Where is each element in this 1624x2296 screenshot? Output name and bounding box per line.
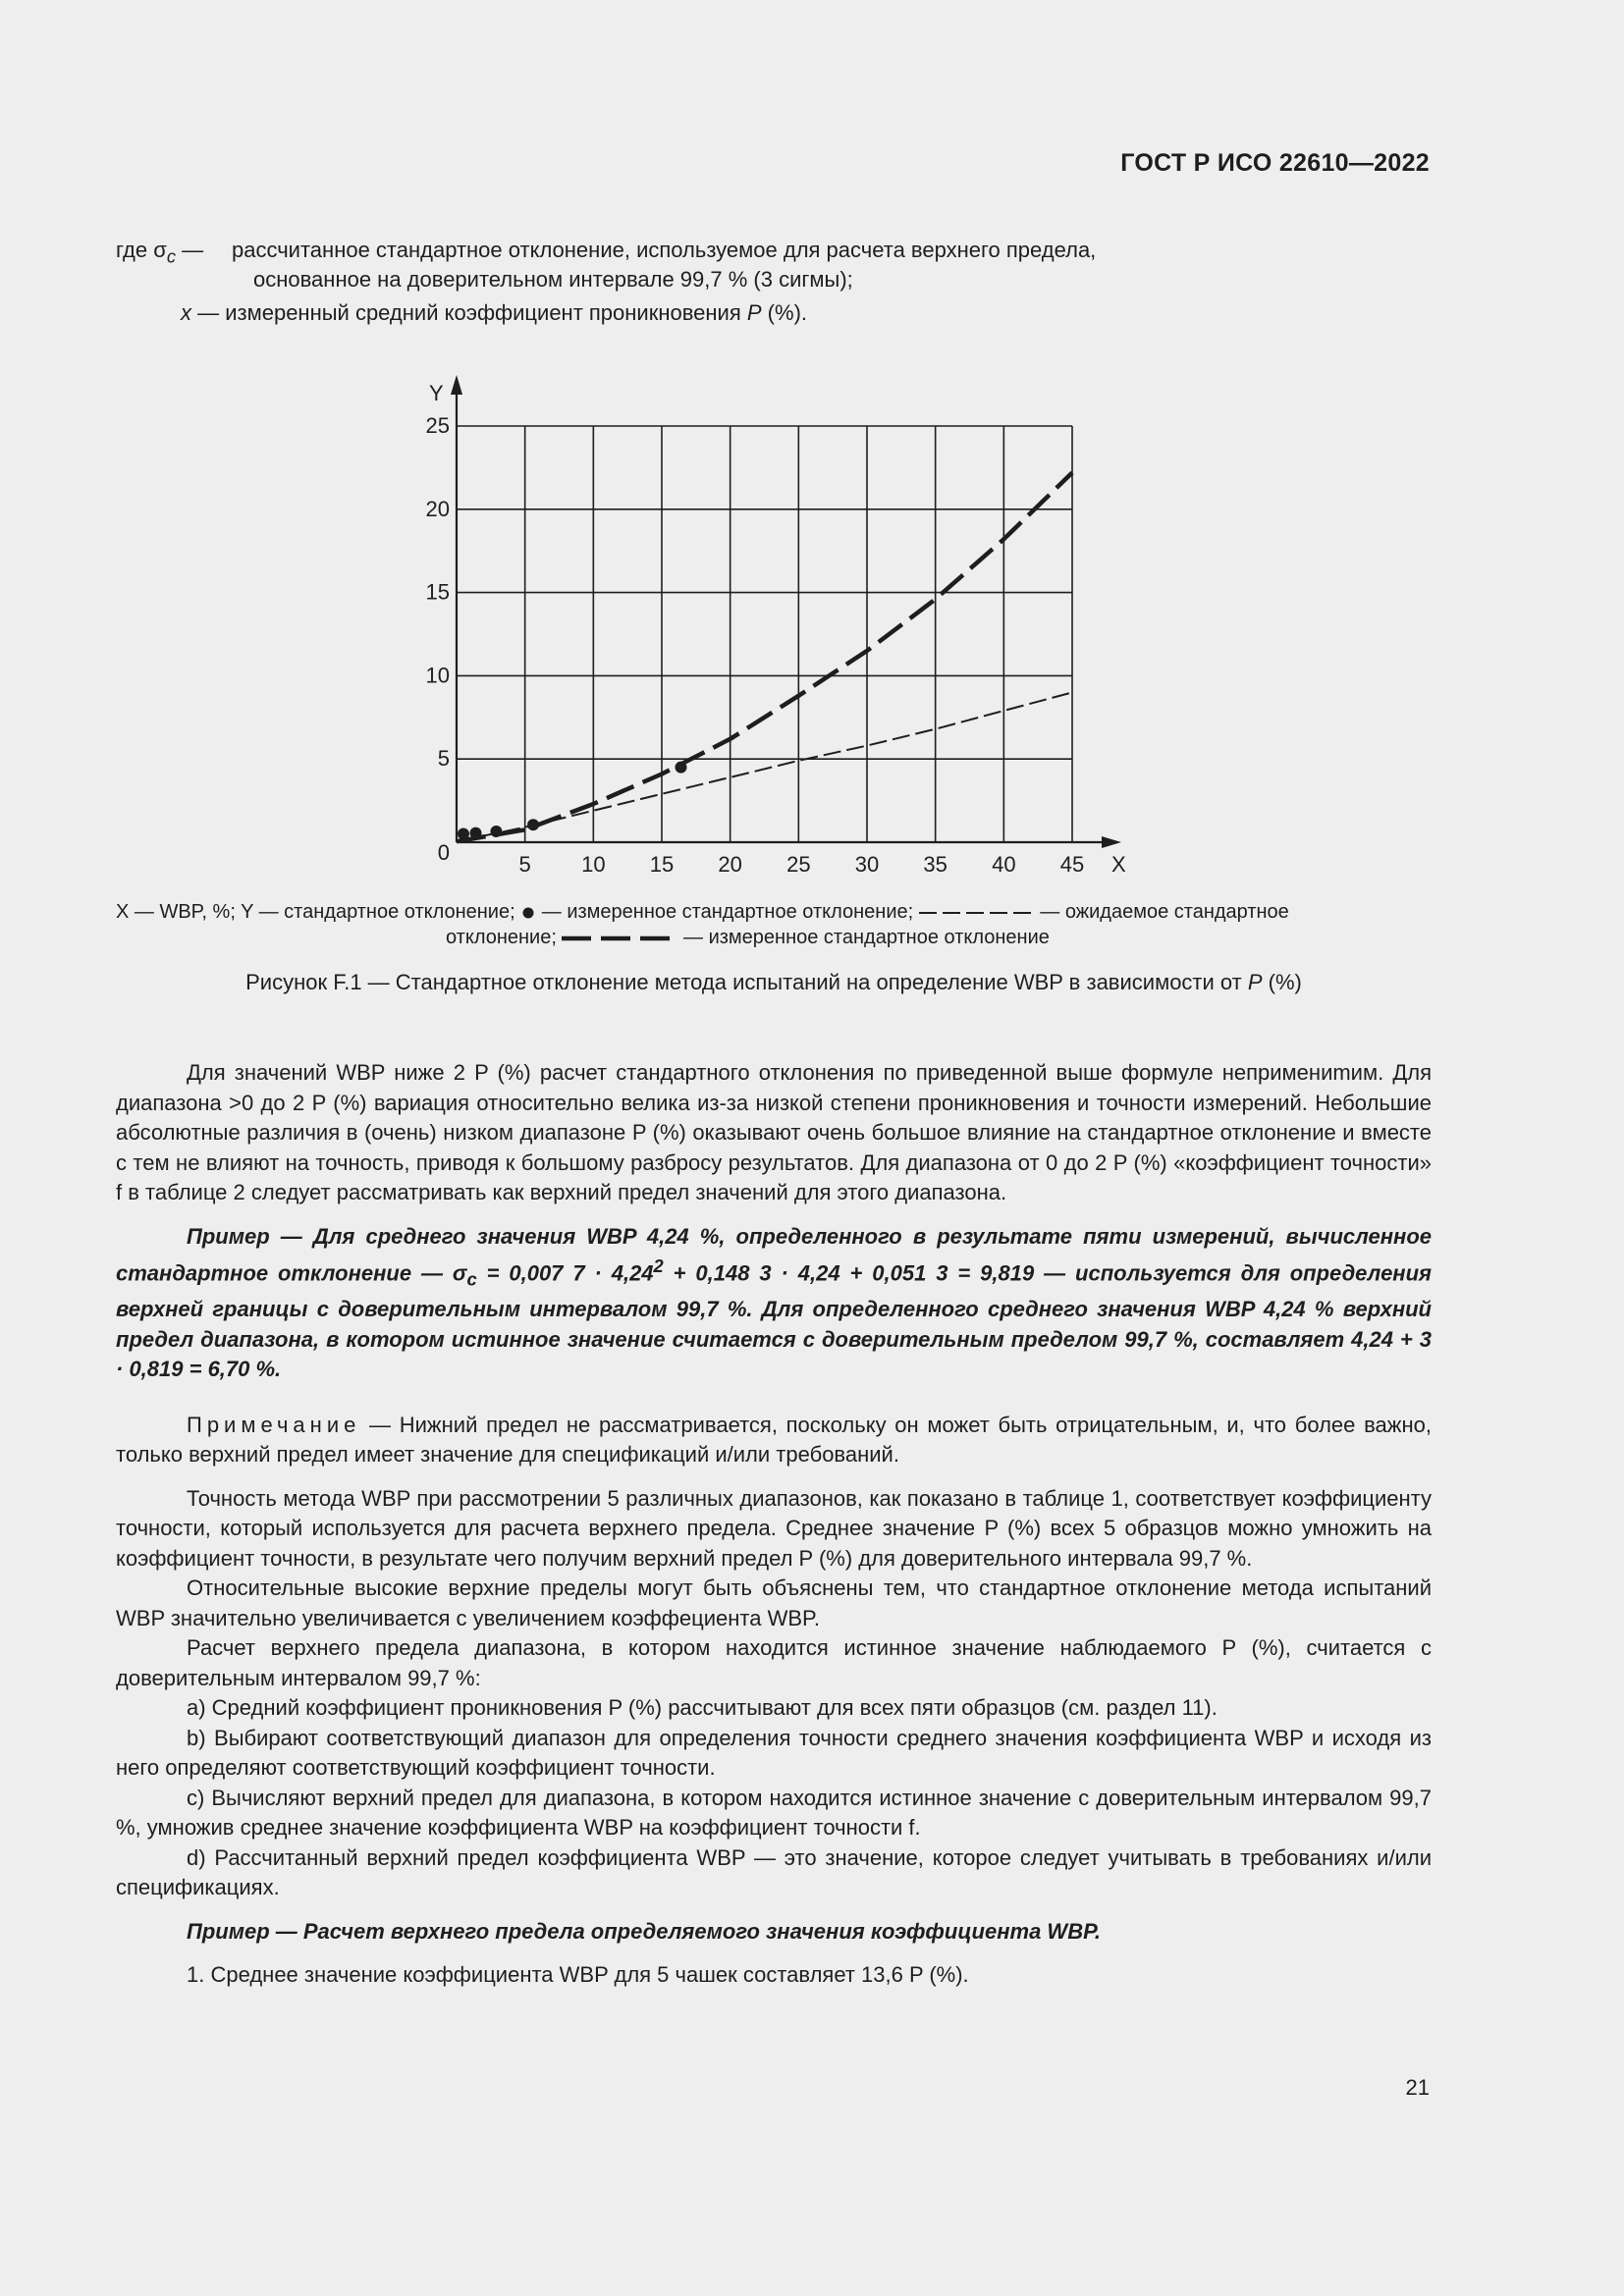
x-definition: x — измеренный средний коэффициент проникновения P (%). xyxy=(181,300,808,325)
figure-caption: Рисунок F.1 — Стандартное отклонение метода испытаний на определение WBP в зависимости от P (%) xyxy=(245,970,1302,994)
x-tick-label: 25 xyxy=(786,852,811,876)
list-item: c) Вычисляют верхний предел для диапазона, в котором находится истинное значение с доверительным интервалом 99,7 %, умножив среднее значение коэффициента WBP на коэффициент точности f. xyxy=(116,1785,1432,1841)
y-tick-label: 5 xyxy=(437,746,450,772)
origin-label: 0 xyxy=(437,840,450,865)
x-tick-label: 10 xyxy=(581,852,606,876)
legend-thick-dash-icon xyxy=(562,933,677,944)
list-item: d) Рассчитанный верхний предел коэффициента WBP — это значение, которое следует учитывать в требованиях и/или спецификациях. xyxy=(116,1844,1432,1900)
sigma-definition: где $\sigma_c$ — рассчитанное стандартное отклонение, используемое для расчета верхнего предела, основанное на доверительном интервале 99,7 % (3 сигмы); xyxy=(116,238,1097,292)
chart-svg xyxy=(393,365,1178,876)
x-tick-label: 45 xyxy=(1059,852,1085,876)
paragraph: Расчет верхнего предела диапазона, в котором находится истинное значение наблюдаемого P (%), считается с доверительным интервалом 99,7 %: xyxy=(116,1635,1432,1690)
paragraph: Относительные высокие верхние пределы могут быть объяснены тем, что стандартное отклонение метода испытаний WBP значительно увеличивается с увеличением коэффециента WBP. xyxy=(116,1575,1432,1630)
document-header: ГОСТ Р ИСО 22610—2022 xyxy=(1120,149,1430,177)
x-tick-label: 20 xyxy=(718,852,742,876)
x-tick-label: 5 xyxy=(518,852,531,876)
legend-dot-icon xyxy=(520,905,536,921)
data-point xyxy=(458,828,469,840)
list-item: b) Выбирают соответствующий диапазон для определения точности среднего значения коэффициента WBP и исходя из него определяют соответствующий коэффициент точности. xyxy=(116,1725,1432,1781)
data-point xyxy=(676,762,687,774)
figure-f1-chart xyxy=(393,365,1178,876)
formula-definitions xyxy=(116,236,1245,328)
x-axis-arrow-icon xyxy=(1102,836,1121,848)
x-tick-label: 40 xyxy=(992,852,1016,876)
example-paragraph: Пример — Расчет верхнего предела определяемого значения коэффициента WBP. xyxy=(187,1918,1102,1944)
body-text xyxy=(116,1058,1432,1991)
paragraph: Точность метода WBP при рассмотрении 5 различных диапазонов, как показано в таблице 1, соответствует коэффициенту точности, который используется для расчета верхнего предела. Среднее значение P (%) всех 5 образцов можно умножить на коэффициент точности, в результате чего получим верхний предел P (%) для доверительного интервала 99,7 %. xyxy=(116,1485,1432,1571)
example-paragraph: Пример — Для среднего значения WBP 4,24 %, определенного в результате пяти измерений, вычисленное стандартное отклонение — $\sigma_c = 0,007$ $7 \cdot 4,24^2 + 0,148$ 3 · 4,24 + 0,051 3 = 9,819 — используется для определения верхней границы с доверительным интервалом 99,7 %. Для определенного среднего значения WBP 4,24 % верхний предел диапазона, в котором истинное значение считается с доверительным пределом 99,7 %, составляет 4,24 + 3 · 0,819 = 6,70 %. xyxy=(116,1223,1432,1382)
data-point xyxy=(490,826,502,837)
list-item: 1. Среднее значение коэффициента WBP для 5 чашек составляет 13,6 P (%). xyxy=(187,1962,969,1988)
list-item: a) Средний коэффициент проникновения P (%) рассчитывают для всех пяти образцов (см. раздел 11). xyxy=(187,1695,1218,1721)
legend-thin-dash-icon xyxy=(919,908,1035,918)
x-tick-label: 35 xyxy=(923,852,947,876)
data-point xyxy=(470,828,482,839)
x-tick-label: 15 xyxy=(649,852,675,876)
page-number: 21 xyxy=(1405,2075,1430,2100)
y-tick-label: 15 xyxy=(425,579,450,605)
y-tick-label: 10 xyxy=(425,663,450,688)
note-paragraph: Примечание — Нижний предел не рассматривается, поскольку он может быть отрицательным, и, что более важно, только верхний предел имеет значение для спецификаций и/или требований. xyxy=(116,1412,1432,1468)
x-tick-label: 30 xyxy=(854,852,880,876)
x-axis-label: X xyxy=(1111,852,1126,876)
y-tick-label: 20 xyxy=(425,496,450,521)
data-point xyxy=(527,819,539,830)
y-axis-label: Y xyxy=(429,381,444,405)
paragraph: Для значений WBP ниже 2 P (%) расчет стандартного отклонения по приведенной выше формуле непримениmим. Для диапазона >0 до 2 P (%) вариация относительно велика из-за низкой степени проникновения и точности измерений. Небольшие абсолютные различия в (очень) низком диапазоне P (%) оказывают очень большое влияние на стандартное отклонение и вместе с тем не влияют на точность, приводя к большому разбросу результатов. Для диапазона от 0 до 2 P (%) «коэффициент точности» f в таблице 2 следует рассматривать как верхний предел значений для этого диапазона. xyxy=(116,1060,1432,1204)
y-axis-arrow-icon xyxy=(451,375,462,395)
figure-legend: X — WBP, %; Y — стандартное отклонение; — измеренное стандартное отклонение; — ожидаемое стандартное отклонение; — измеренное стандартное отклонение xyxy=(116,901,1289,948)
measured-sd-line xyxy=(457,473,1072,842)
y-tick-label: 25 xyxy=(425,413,450,438)
